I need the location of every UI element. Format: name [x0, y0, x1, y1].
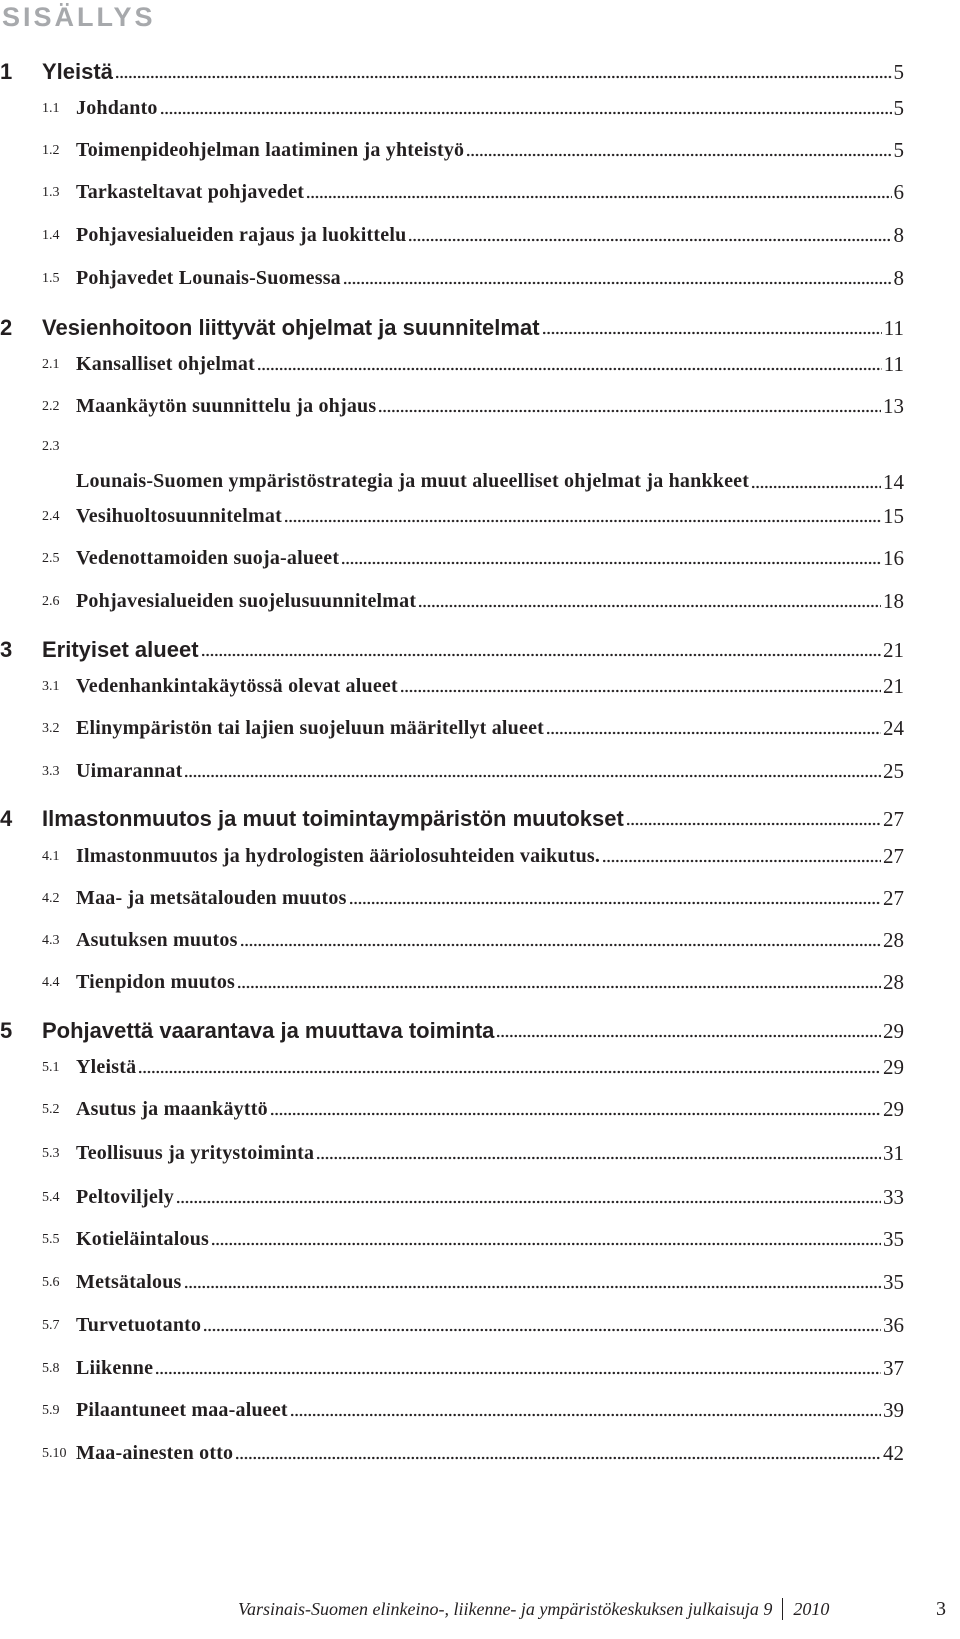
toc-label: Pohjavesialueiden rajaus ja luokittelu: [76, 224, 407, 246]
page-number: 3: [936, 1598, 946, 1620]
toc-label: Erityiset alueet: [42, 637, 199, 662]
dot-leader: [751, 471, 881, 489]
toc-section-3-2[interactable]: [0, 710, 904, 742]
dot-leader: [211, 1228, 881, 1246]
toc-page-number: 15: [883, 504, 904, 528]
toc-number: 5.8: [42, 1361, 60, 1376]
dot-leader: [176, 1186, 881, 1204]
toc-label: Elinympäristön tai lajien suojeluun määritellyt alueet: [76, 717, 545, 739]
toc-label: Asutuksen muutos: [76, 929, 238, 951]
toc-page-number: 13: [883, 394, 904, 418]
toc-label: Johdanto: [76, 97, 158, 119]
toc-page-number: 31: [883, 1141, 904, 1165]
toc-section-2-2[interactable]: [0, 388, 904, 420]
publication-year: 2010: [793, 1599, 830, 1619]
toc-label: Vedenhankintakäytössä olevat alueet: [76, 675, 398, 697]
toc-page-number: 24: [883, 716, 904, 740]
toc-label: Pohjavedet Lounais-Suomessa: [76, 267, 341, 289]
toc-number: 5.3: [42, 1146, 60, 1161]
toc-label: Pohjavesialueiden suojelusuunnitelmat: [76, 590, 417, 612]
toc-number: 2.1: [42, 357, 60, 372]
toc-number: 5.4: [42, 1190, 60, 1205]
toc-number: 5.10: [42, 1446, 67, 1461]
toc-number: 4.2: [42, 891, 60, 906]
dot-leader: [349, 887, 881, 905]
toc-page-number: 36: [883, 1313, 904, 1337]
toc-section-5-3[interactable]: [0, 1135, 904, 1167]
toc-page-number: 35: [883, 1270, 904, 1294]
dot-leader: [306, 181, 891, 199]
toc-section-2-4[interactable]: [0, 498, 904, 530]
dot-leader: [408, 224, 891, 242]
dot-leader: [201, 639, 881, 657]
toc-page-number: 37: [883, 1356, 904, 1380]
toc-page-number: 11: [883, 352, 904, 376]
toc-number: 2: [0, 315, 13, 340]
toc-page-number: 39: [883, 1398, 904, 1422]
toc-number: 2.6: [42, 594, 60, 609]
toc-page-number: 16: [883, 546, 904, 570]
toc-label: Yleistä: [76, 1056, 137, 1078]
toc-number: 3.3: [42, 764, 60, 779]
dot-leader: [160, 97, 892, 115]
toc-section-5-9[interactable]: [0, 1392, 904, 1424]
dot-leader: [155, 1357, 881, 1375]
toc-section-2-1[interactable]: [0, 346, 904, 378]
toc-number: 1.4: [42, 228, 60, 243]
toc-number: 1: [0, 59, 13, 84]
toc-page-number: 29: [883, 1055, 904, 1079]
dot-leader: [290, 1399, 881, 1417]
toc-chapter-4[interactable]: [0, 801, 904, 833]
dot-leader: [546, 717, 881, 735]
toc-page-number: 8: [893, 266, 904, 290]
toc-section-4-1[interactable]: [0, 838, 904, 870]
toc-page-number: 18: [883, 589, 904, 613]
toc-number: 5.6: [42, 1275, 60, 1290]
toc-number: 1.2: [42, 143, 60, 158]
dot-leader: [184, 1271, 881, 1289]
toc-chapter-2[interactable]: [0, 310, 904, 342]
toc-page-number: 21: [883, 638, 904, 662]
toc-page-number: 29: [883, 1097, 904, 1121]
toc-label: Lounais-Suomen ympäristöstrategia ja muut alueelliset ohjelmat ja hankkeet: [76, 470, 750, 492]
toc-chapter-1[interactable]: [0, 54, 904, 86]
toc-page-number: 5: [893, 60, 904, 84]
dot-leader: [626, 808, 881, 826]
toc-page-number: 11: [883, 316, 904, 340]
dot-leader: [138, 1056, 881, 1074]
toc-label: Maankäytön suunnittelu ja ohjaus: [76, 395, 377, 417]
dot-leader: [257, 353, 882, 371]
toc-section-3-1[interactable]: [0, 668, 904, 700]
toc-label: Yleistä: [42, 59, 113, 84]
toc-number: 3.2: [42, 721, 60, 736]
divider: [782, 1598, 783, 1620]
toc-number: 2.3: [42, 439, 60, 454]
toc-section-5-4[interactable]: [0, 1179, 904, 1211]
toc-page-number: 25: [883, 759, 904, 783]
toc-section-3-3[interactable]: [0, 753, 904, 785]
dot-leader: [343, 267, 892, 285]
toc-number: 4.1: [42, 849, 60, 864]
toc-section-4-3[interactable]: [0, 922, 904, 954]
toc-label: Turvetuotanto: [76, 1314, 202, 1336]
toc-label: Tienpidon muutos: [76, 971, 236, 993]
page-footer: [238, 1594, 950, 1626]
dot-leader: [542, 317, 882, 335]
toc-number: 2.4: [42, 509, 60, 524]
toc-number: 3: [0, 637, 13, 662]
toc-title: SISÄLLYS: [2, 2, 156, 32]
dot-leader: [418, 590, 881, 608]
dot-leader: [284, 505, 881, 523]
toc-section-1-1[interactable]: [0, 90, 904, 122]
toc-page-number: 33: [883, 1185, 904, 1209]
toc-label: Ilmastonmuutos ja muut toimintaympäristön muutokset: [42, 806, 624, 831]
toc-section-5-1[interactable]: [0, 1049, 904, 1081]
toc-section-5-10[interactable]: [0, 1435, 904, 1467]
toc-section-5-5[interactable]: [0, 1221, 904, 1253]
toc-label: Vesihuoltosuunnitelmat: [76, 505, 282, 527]
toc-section-2-3[interactable]: [0, 432, 904, 496]
toc-label: Maa- ja metsätalouden muutos: [76, 887, 347, 909]
toc-number: 3.1: [42, 679, 60, 694]
publication-series-name: Varsinais-Suomen elinkeino-, liikenne- ja ympäristökeskuksen julkaisuja: [238, 1599, 759, 1619]
toc-section-1-5[interactable]: [0, 260, 904, 292]
toc-chapter-5[interactable]: [0, 1013, 904, 1045]
toc-number: 1.1: [42, 101, 60, 116]
toc-page-number: 8: [893, 223, 904, 247]
toc-section-5-6[interactable]: [0, 1264, 904, 1296]
toc-section-1-2[interactable]: [0, 132, 904, 164]
toc-section-2-6[interactable]: [0, 583, 904, 615]
toc-label: Toimenpideohjelman laatiminen ja yhteistyö: [76, 139, 465, 161]
toc-page-number: 27: [883, 886, 904, 910]
toc-number: 2.5: [42, 551, 60, 566]
toc-number: 5.7: [42, 1318, 60, 1333]
dot-leader: [270, 1098, 881, 1116]
dot-leader: [184, 760, 881, 778]
dot-leader: [240, 929, 881, 947]
toc-label: Kansalliset ohjelmat: [76, 353, 255, 375]
toc-number: 4: [0, 806, 13, 831]
toc-page-number: 42: [883, 1441, 904, 1465]
toc-page-number: 6: [893, 180, 904, 204]
dot-leader: [237, 971, 881, 989]
toc-number: 5.2: [42, 1102, 60, 1117]
toc-number: 5.1: [42, 1060, 60, 1075]
toc-page-number: 28: [883, 928, 904, 952]
toc-label: Ilmastonmuutos ja hydrologisten ääriolosuhteiden vaikutus.: [76, 845, 601, 867]
toc-number: 5.9: [42, 1403, 60, 1418]
toc-number: 1.5: [42, 271, 60, 286]
toc-page-number: 27: [883, 844, 904, 868]
toc-number: 4.4: [42, 975, 60, 990]
toc-section-2-5[interactable]: [0, 540, 904, 572]
toc-label: Maa-ainesten otto: [76, 1442, 234, 1464]
toc-number: 4.3: [42, 933, 60, 948]
dot-leader: [235, 1442, 881, 1460]
dot-leader: [496, 1020, 881, 1038]
toc-label: Metsätalous: [76, 1271, 182, 1293]
toc-section-4-2[interactable]: [0, 880, 904, 912]
toc-section-5-8[interactable]: [0, 1350, 904, 1382]
toc-number: 5.5: [42, 1232, 60, 1247]
dot-leader: [316, 1142, 881, 1160]
toc-chapter-3[interactable]: [0, 632, 904, 664]
dot-leader: [602, 845, 881, 863]
toc-page-number: 29: [883, 1019, 904, 1043]
toc-page-number: 5: [893, 138, 904, 162]
dot-leader: [341, 547, 881, 565]
dot-leader: [400, 675, 881, 693]
toc-label: Pohjavettä vaarantava ja muuttava toiminta: [42, 1018, 495, 1043]
toc-label: Asutus ja maankäyttö: [76, 1098, 268, 1120]
toc-number: 2.2: [42, 399, 60, 414]
toc-number: 5: [0, 1018, 13, 1043]
toc-page-number: 21: [883, 674, 904, 698]
toc-label: Liikenne: [76, 1357, 154, 1379]
dot-leader: [115, 61, 892, 79]
toc-section-4-4[interactable]: [0, 964, 904, 996]
toc-section-5-2[interactable]: [0, 1091, 904, 1123]
toc-page-number: 14: [883, 470, 904, 494]
toc-label: Teollisuus ja yritystoiminta: [76, 1142, 315, 1164]
series-number: 9: [763, 1599, 773, 1619]
toc-section-1-3[interactable]: [0, 174, 904, 206]
toc-label: Peltoviljely: [76, 1186, 174, 1208]
toc-label: Uimarannat: [76, 760, 183, 782]
toc-label: Vedenottamoiden suoja-alueet: [76, 547, 340, 569]
dot-leader: [203, 1314, 881, 1332]
dot-leader: [466, 139, 891, 157]
toc-page-number: 5: [893, 96, 904, 120]
toc-label: Kotieläintalous: [76, 1228, 210, 1250]
toc-page-number: 27: [883, 807, 904, 831]
toc-label: Tarkasteltavat pohjavedet: [76, 181, 305, 203]
toc-page-number: 28: [883, 970, 904, 994]
toc-number: 1.3: [42, 185, 60, 200]
toc-page-number: 35: [883, 1227, 904, 1251]
toc-section-1-4[interactable]: [0, 217, 904, 249]
toc-label: Pilaantuneet maa-alueet: [76, 1399, 288, 1421]
toc-label: Vesienhoitoon liittyvät ohjelmat ja suunnitelmat: [42, 315, 540, 340]
dot-leader: [378, 395, 881, 413]
toc-section-5-7[interactable]: [0, 1307, 904, 1339]
